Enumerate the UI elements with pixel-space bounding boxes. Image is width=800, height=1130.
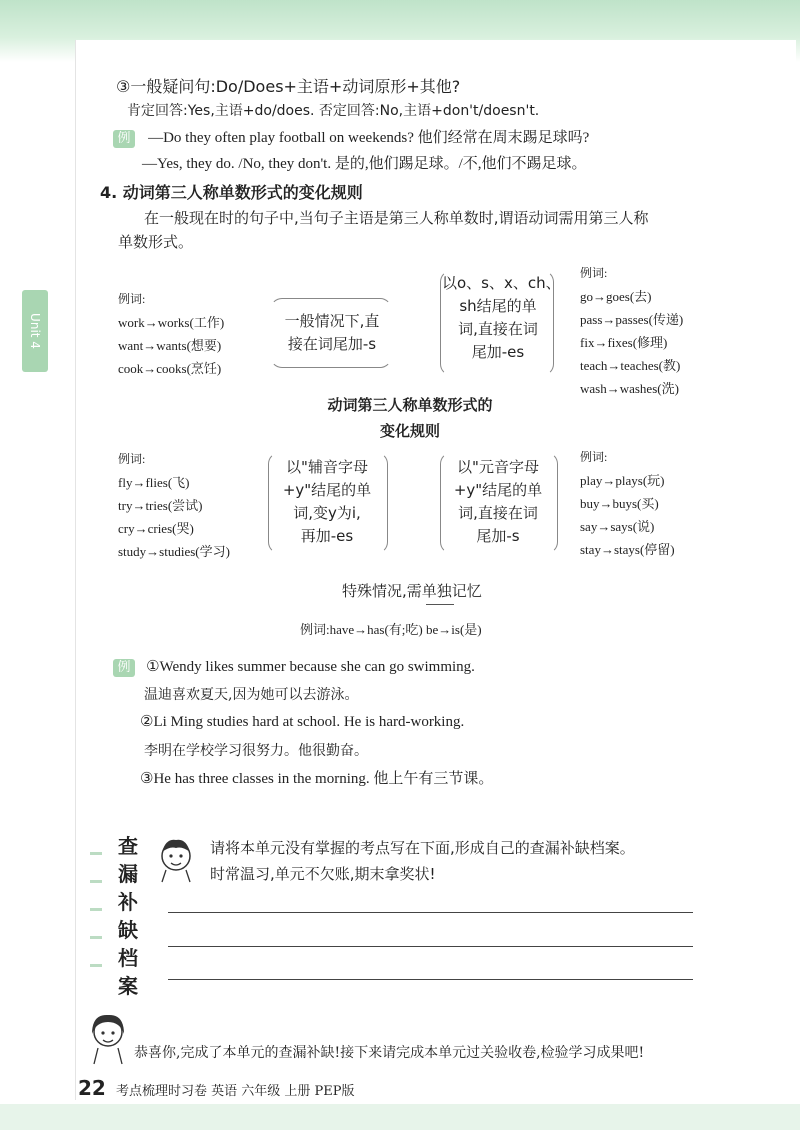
list-item: want→wants(想要) [118, 338, 222, 353]
congrats-text: 恭喜你,完成了本单元的查漏补缺!接下来请完成本单元过关验收卷,检验学习成果吧! [134, 1045, 645, 1061]
rule-s: 以"元音字母 +y"结尾的单 词,直接在词 尾加-s [453, 458, 543, 545]
answer-line[interactable] [168, 979, 693, 980]
diagram-center-title: 动词第三人称单数形式的 变化规则 [327, 396, 493, 440]
rule-general: 一般情况下,直 接在词尾加-s [284, 312, 380, 353]
list-item: fix→fixes(修理) [580, 335, 668, 350]
answers-line: 肯定回答:Yes,主语+do/does. 否定回答:No,主语+don't/doesn't. [127, 103, 540, 119]
book-info: 考点梳理时习卷 英语 六年级 上册 PEP版 [116, 1084, 355, 1099]
deco-dash [90, 936, 102, 939]
rule-es: 以o、s、x、ch、 sh结尾的单 词,直接在词 尾加-es [442, 274, 561, 361]
deco-dash [90, 880, 102, 883]
example-sentence-3: ③He has three classes in the morning. 他上午有三节课。 [140, 771, 494, 787]
example-badge: 例 [113, 659, 135, 677]
question-form-line: ③一般疑问句:Do/Does+主语+动词原形+其他? [116, 77, 461, 96]
girl-cartoon-icon [84, 1010, 132, 1066]
special-examples: 例词:have→has(有;吃) be→is(是) [300, 622, 482, 637]
list-item: cook→cooks(烹饪) [118, 361, 222, 376]
rule-ies: 以"辅音字母 +y"结尾的单 词,变y为i, 再加-es [282, 458, 372, 545]
page-number: 22 [78, 1076, 106, 1100]
boy-cartoon-icon [152, 834, 200, 884]
example-badge: 例 [113, 130, 135, 148]
example-row-1 [113, 126, 589, 148]
list-item: play→plays(玩) [580, 473, 665, 488]
paragraph-line-1: 在一般现在时的句子中,当句子主语是第三人称单数时,谓语动词需用第三人称 [144, 209, 649, 227]
example-block [113, 656, 475, 677]
unit-tab: Unit 4 [22, 290, 48, 372]
examples-ies [118, 448, 230, 563]
special-underline [426, 604, 454, 605]
examples-es [580, 262, 683, 400]
deco-dash [90, 908, 102, 911]
example-translation-2: 李明在学校学习很努力。他很勤奋。 [144, 743, 368, 759]
example-sentence-2: ②Li Ming studies hard at school. He is hard-working. [140, 714, 465, 730]
example-label: 例词: [118, 452, 146, 466]
check-instruction-2: 时常温习,单元不欠账,期末拿奖状! [210, 865, 436, 883]
example-label: 例词: [580, 450, 608, 464]
example-label: 例词: [580, 266, 608, 280]
list-item: fly→flies(飞) [118, 475, 190, 490]
example-question: —Do they often play football on weekends? 他们经常在周末踢足球吗? [148, 130, 590, 146]
list-item: buy→buys(买) [580, 496, 659, 511]
bottom-green-band [0, 1104, 800, 1130]
answer-line[interactable] [168, 946, 693, 947]
list-item: study→studies(学习) [118, 544, 230, 559]
examples-s [580, 446, 675, 561]
list-item: work→works(工作) [118, 315, 225, 330]
list-item: say→says(说) [580, 519, 655, 534]
paragraph-line-2: 单数形式。 [118, 233, 194, 251]
special-case: 特殊情况,需单独记忆 [342, 582, 482, 600]
example-sentence-1: ①Wendy likes summer because she can go swimming. [146, 659, 475, 675]
list-item: go→goes(去) [580, 289, 652, 304]
check-gaps-title: 查 漏 补 缺 档 案 [118, 834, 138, 998]
list-item: cry→cries(哭) [118, 521, 194, 536]
deco-dash [90, 852, 102, 855]
answer-line[interactable] [168, 912, 693, 913]
check-instruction-1: 请将本单元没有掌握的考点写在下面,形成自己的查漏补缺档案。 [210, 839, 635, 857]
section-heading: 4. 动词第三人称单数形式的变化规则 [100, 183, 363, 202]
example-translation-1: 温迪喜欢夏天,因为她可以去游泳。 [144, 687, 359, 703]
example-label: 例词: [118, 292, 146, 306]
list-item: stay→stays(停留) [580, 542, 675, 557]
list-item: wash→washes(洗) [580, 381, 679, 396]
section-paragraph [118, 206, 718, 254]
list-item: pass→passes(传递) [580, 312, 684, 327]
example-answer: —Yes, they do. /No, they don't. 是的,他们踢足球。/不,他们不踢足球。 [142, 156, 587, 172]
examples-general [118, 288, 224, 380]
list-item: try→tries(尝试) [118, 498, 203, 513]
list-item: teach→teaches(教) [580, 358, 681, 373]
deco-dash [90, 964, 102, 967]
